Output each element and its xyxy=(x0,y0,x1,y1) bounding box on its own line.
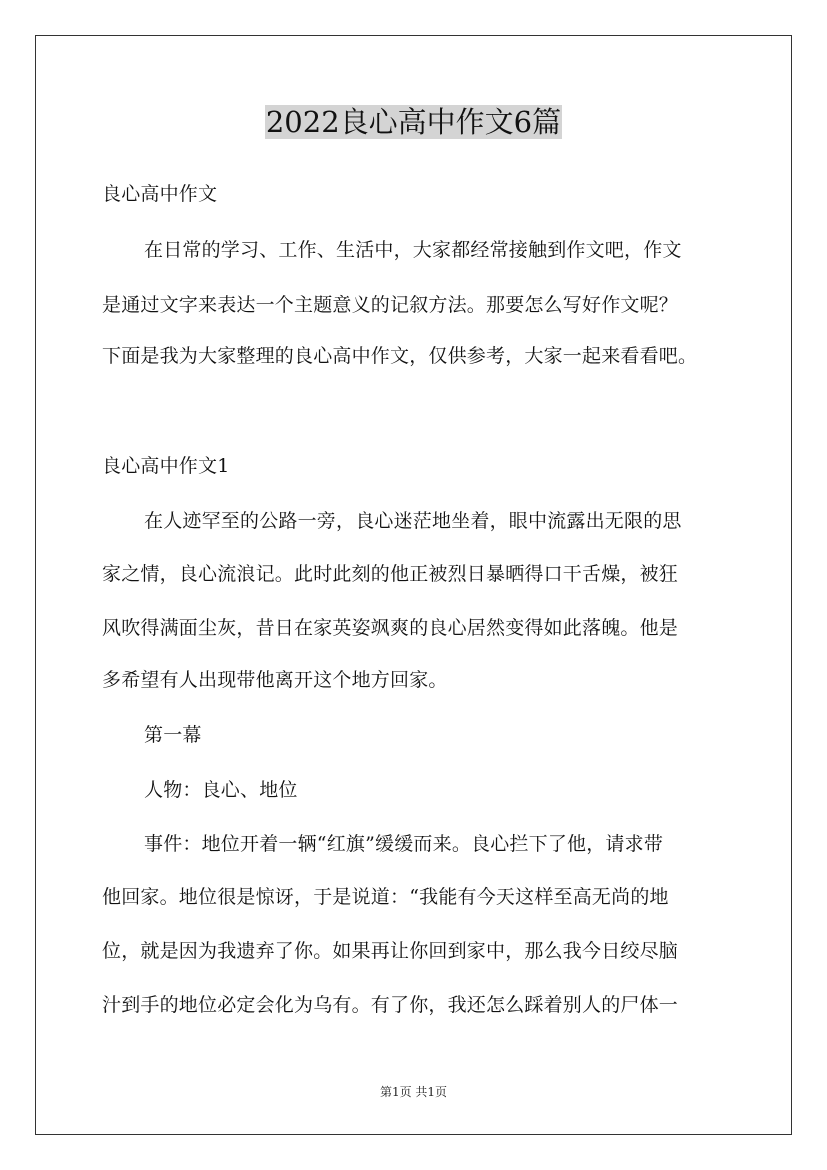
essay1-heading: 良心高中作文1 xyxy=(102,455,230,477)
intro-line: 是通过文字来表达一个主题意义的记叙方法。那要怎么写好作文呢？ xyxy=(102,294,679,316)
event-line: 汁到手的地位必定会化为乌有。有了你，我还怎么踩着别人的尸体一 xyxy=(102,994,679,1016)
title-text: 2022良心高中作文6篇 xyxy=(265,105,562,139)
essay1-line: 风吹得满面尘灰，昔日在家英姿飒爽的良心居然变得如此落魄。他是 xyxy=(102,617,679,639)
intro-line: 在日常的学习、工作、生活中，大家都经常接触到作文吧，作文 xyxy=(144,239,682,261)
document-title xyxy=(0,100,827,144)
intro-heading: 良心高中作文 xyxy=(102,183,218,205)
scene-title: 第一幕 xyxy=(144,724,202,746)
event-line: 位，就是因为我遗弃了你。如果再让你回到家中，那么我今日绞尽脑 xyxy=(102,940,679,962)
essay1-line: 在人迹罕至的公路一旁，良心迷茫地坐着，眼中流露出无限的思 xyxy=(144,510,682,532)
intro-line: 下面是我为大家整理的良心高中作文，仅供参考，大家一起来看看吧。 xyxy=(102,345,698,367)
page-footer: 第1页 共1页 xyxy=(379,1085,448,1099)
event-line: 事件：地位开着一辆“红旗”缓缓而来。良心拦下了他，请求带 xyxy=(144,833,664,855)
event-line: 他回家。地位很是惊讶，于是说道：“我能有今天这样至高无尚的地 xyxy=(102,886,669,908)
essay1-line: 家之情，良心流浪记。此时此刻的他正被烈日暴晒得口干舌燥，被狂 xyxy=(102,563,679,585)
essay1-line: 多希望有人出现带他离开这个地方回家。 xyxy=(102,669,448,691)
characters-line: 人物：良心、地位 xyxy=(144,779,298,801)
